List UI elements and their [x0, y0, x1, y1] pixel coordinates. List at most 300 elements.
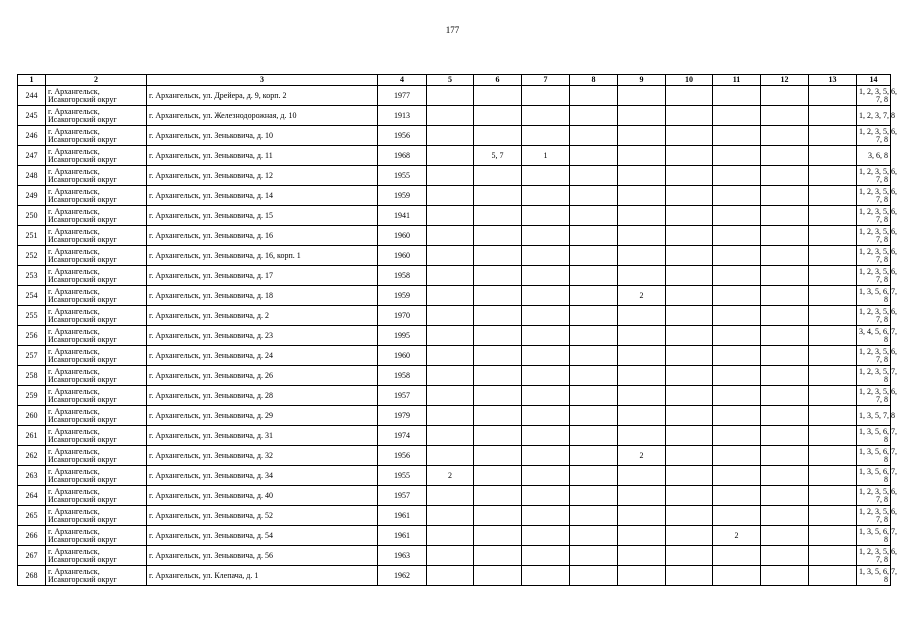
codes-cell-line: 1, 2, 3, 5, 6, — [859, 226, 897, 236]
codes-cell — [857, 206, 897, 226]
table-row — [18, 306, 891, 326]
cell-c5 — [427, 86, 474, 106]
cell-c9 — [618, 426, 666, 446]
cell-c12 — [761, 386, 809, 406]
codes-cell-line: 1, 2, 3, 5, 6, — [859, 126, 897, 136]
cell-c5 — [427, 326, 474, 346]
table-header-row — [18, 75, 891, 86]
cell-c8 — [570, 226, 618, 246]
locality-cell-line: Исакогорский округ — [48, 574, 117, 584]
cell-c9 — [618, 166, 666, 186]
cell-c8 — [570, 546, 618, 566]
codes-cell — [857, 366, 897, 386]
codes-cell-line: 7, 8 — [876, 254, 888, 264]
locality-cell-line: Исакогорский округ — [48, 234, 117, 244]
cell-c5 — [427, 166, 474, 186]
cell-c8 — [570, 326, 618, 346]
cell-c12 — [761, 206, 809, 226]
locality-cell — [46, 186, 147, 206]
year-cell: 1963 — [378, 546, 427, 566]
cell-c6 — [474, 506, 522, 526]
table-row — [18, 546, 891, 566]
codes-cell-line: 7, 8 — [876, 174, 888, 184]
cell-c9 — [618, 226, 666, 246]
codes-cell-line: 8 — [884, 454, 888, 464]
locality-cell — [46, 166, 147, 186]
cell-c11 — [713, 86, 761, 106]
codes-cell-line: 3, 6, 8 — [868, 150, 888, 160]
cell-c6 — [474, 466, 522, 486]
address-cell: г. Архангельск, ул. Дрейера, д. 9, корп. 2 — [147, 86, 378, 106]
cell-c7 — [522, 466, 570, 486]
table-row — [18, 166, 891, 186]
table-row — [18, 186, 891, 206]
cell-c10 — [666, 486, 713, 506]
cell-c13 — [809, 246, 857, 266]
locality-cell — [46, 266, 147, 286]
table-row — [18, 226, 891, 246]
cell-c6 — [474, 266, 522, 286]
codes-cell-line: 7, 8 — [876, 214, 888, 224]
cell-c11 — [713, 186, 761, 206]
table-row — [18, 406, 891, 426]
row-number: 247 — [18, 146, 46, 166]
cell-c8 — [570, 246, 618, 266]
locality-cell-line: г. Архангельск, — [48, 166, 100, 176]
cell-c8 — [570, 526, 618, 546]
codes-cell-line: 3, 4, 5, 6, 7, — [859, 326, 897, 336]
cell-c13 — [809, 166, 857, 186]
cell-c11 — [713, 286, 761, 306]
column-header-10: 10 — [666, 75, 713, 86]
codes-cell-line: 8 — [884, 474, 888, 484]
row-number: 252 — [18, 246, 46, 266]
codes-cell — [857, 306, 897, 326]
year-cell: 1959 — [378, 286, 427, 306]
cell-c8 — [570, 206, 618, 226]
cell-c7 — [522, 266, 570, 286]
cell-c7 — [522, 286, 570, 306]
cell-c12 — [761, 246, 809, 266]
cell-c5 — [427, 186, 474, 206]
cell-c12 — [761, 406, 809, 426]
cell-c10 — [666, 446, 713, 466]
cell-c7 — [522, 306, 570, 326]
table-row — [18, 446, 891, 466]
locality-cell-line: г. Архангельск, — [48, 326, 100, 336]
codes-cell — [857, 106, 895, 126]
locality-cell — [46, 206, 147, 226]
codes-cell — [857, 386, 897, 406]
cell-c7 — [522, 406, 570, 426]
locality-cell — [46, 526, 147, 546]
locality-cell-line: Исакогорский округ — [48, 274, 117, 284]
cell-c11 — [713, 146, 761, 166]
locality-cell-line: г. Архангельск, — [48, 126, 100, 136]
page-number: 177 — [445, 25, 460, 35]
year-cell: 1957 — [378, 386, 427, 406]
cell-c8 — [570, 486, 618, 506]
cell-c13 — [809, 206, 857, 226]
cell-c7 — [522, 206, 570, 226]
locality-cell-line: г. Архангельск, — [48, 86, 100, 96]
cell-c6 — [474, 366, 522, 386]
locality-cell-line: г. Архангельск, — [48, 366, 100, 376]
cell-c9 — [618, 266, 666, 286]
locality-cell-line: Исакогорский округ — [48, 154, 117, 164]
codes-cell-line: 1, 2, 3, 5, 6, — [859, 166, 897, 176]
cell-c6 — [474, 406, 522, 426]
cell-c11 — [713, 446, 761, 466]
codes-cell-line: 1, 2, 3, 5, 6, — [859, 86, 897, 96]
cell-c9 — [618, 486, 666, 506]
cell-c7 — [522, 326, 570, 346]
codes-cell-line: 8 — [884, 434, 888, 444]
locality-cell — [46, 466, 147, 486]
address-cell: г. Архангельск, ул. Зеньковича, д. 54 — [147, 526, 378, 546]
cell-c5 — [427, 286, 474, 306]
locality-cell-line: г. Архангельск, — [48, 106, 100, 116]
cell-c12 — [761, 226, 809, 246]
cell-c12 — [761, 86, 809, 106]
cell-c11 — [713, 486, 761, 506]
row-number: 253 — [18, 266, 46, 286]
cell-c8 — [570, 186, 618, 206]
cell-c11 — [713, 386, 761, 406]
locality-cell — [46, 246, 147, 266]
table-row — [18, 286, 891, 306]
locality-cell — [46, 346, 147, 366]
cell-c7 — [522, 386, 570, 406]
cell-c11 — [713, 246, 761, 266]
cell-c6 — [474, 226, 522, 246]
codes-cell-line: 8 — [884, 574, 888, 584]
locality-cell-line: г. Архангельск, — [48, 266, 100, 276]
table-row — [18, 86, 891, 106]
codes-cell-line: 1, 2, 3, 5, 6, — [859, 266, 897, 276]
cell-c6 — [474, 486, 522, 506]
locality-cell-line: Исакогорский округ — [48, 194, 117, 204]
cell-c6 — [474, 566, 522, 586]
row-number: 248 — [18, 166, 46, 186]
year-cell: 1955 — [378, 466, 427, 486]
cell-c12 — [761, 526, 809, 546]
row-number: 260 — [18, 406, 46, 426]
cell-c9 — [618, 106, 666, 126]
codes-cell — [857, 566, 897, 586]
cell-c10 — [666, 146, 713, 166]
cell-c13 — [809, 366, 857, 386]
locality-cell-line: Исакогорский округ — [48, 114, 117, 124]
column-header-2: 2 — [46, 75, 147, 86]
row-number: 257 — [18, 346, 46, 366]
address-cell: г. Архангельск, ул. Железнодорожная, д. 10 — [147, 106, 378, 126]
cell-c12 — [761, 106, 809, 126]
year-cell: 1958 — [378, 366, 427, 386]
cell-c10 — [666, 226, 713, 246]
row-number: 261 — [18, 426, 46, 446]
codes-cell — [857, 346, 897, 366]
cell-c11 — [713, 306, 761, 326]
locality-cell-line: г. Архангельск, — [48, 466, 100, 476]
cell-c10 — [666, 506, 713, 526]
cell-c7 — [522, 486, 570, 506]
locality-cell — [46, 286, 147, 306]
cell-c11 — [713, 226, 761, 246]
address-cell: г. Архангельск, ул. Зеньковича, д. 31 — [147, 426, 378, 446]
cell-c12 — [761, 146, 809, 166]
cell-c10 — [666, 346, 713, 366]
cell-c8 — [570, 306, 618, 326]
codes-cell — [857, 406, 895, 426]
cell-c9 — [618, 526, 666, 546]
cell-c10 — [666, 246, 713, 266]
cell-c10 — [666, 266, 713, 286]
locality-cell — [46, 106, 147, 126]
cell-c5 — [427, 406, 474, 426]
cell-c10 — [666, 126, 713, 146]
cell-c13 — [809, 146, 857, 166]
codes-cell-line: 7, 8 — [876, 514, 888, 524]
address-cell: г. Архангельск, ул. Клепача, д. 1 — [147, 566, 378, 586]
cell-c9 — [618, 86, 666, 106]
cell-c12 — [761, 366, 809, 386]
cell-c6 — [474, 546, 522, 566]
cell-c6: 5, 7 — [474, 146, 522, 166]
cell-c13 — [809, 346, 857, 366]
cell-c11 — [713, 406, 761, 426]
locality-cell-line: г. Архангельск, — [48, 406, 100, 416]
cell-c10 — [666, 526, 713, 546]
locality-cell-line: Исакогорский округ — [48, 214, 117, 224]
locality-cell-line: Исакогорский округ — [48, 134, 117, 144]
codes-cell-line: 7, 8 — [876, 94, 888, 104]
row-number: 265 — [18, 506, 46, 526]
year-cell: 1957 — [378, 486, 427, 506]
cell-c6 — [474, 346, 522, 366]
table-row — [18, 126, 891, 146]
column-header-13: 13 — [809, 75, 857, 86]
locality-cell — [46, 506, 147, 526]
codes-cell-line: 1, 3, 5, 6, 7, — [859, 466, 897, 476]
row-number: 250 — [18, 206, 46, 226]
locality-cell-line: Исакогорский округ — [48, 534, 117, 544]
cell-c10 — [666, 106, 713, 126]
column-header-1: 1 — [18, 75, 46, 86]
table-row — [18, 506, 891, 526]
address-cell: г. Архангельск, ул. Зеньковича, д. 17 — [147, 266, 378, 286]
codes-cell — [857, 286, 897, 306]
cell-c8 — [570, 86, 618, 106]
address-cell: г. Архангельск, ул. Зеньковича, д. 12 — [147, 166, 378, 186]
cell-c7 — [522, 166, 570, 186]
locality-cell-line: г. Архангельск, — [48, 526, 100, 536]
locality-cell-line: г. Архангельск, — [48, 346, 100, 356]
cell-c5 — [427, 246, 474, 266]
cell-c12 — [761, 326, 809, 346]
cell-c13 — [809, 226, 857, 246]
cell-c10 — [666, 386, 713, 406]
table-row — [18, 146, 891, 166]
cell-c5 — [427, 106, 474, 126]
row-number: 258 — [18, 366, 46, 386]
column-header-3: 3 — [147, 75, 378, 86]
year-cell: 1960 — [378, 346, 427, 366]
cell-c9 — [618, 306, 666, 326]
cell-c12 — [761, 126, 809, 146]
table-row — [18, 106, 891, 126]
cell-c9 — [618, 246, 666, 266]
locality-cell-line: г. Архангельск, — [48, 226, 100, 236]
cell-c6 — [474, 426, 522, 446]
cell-c11 — [713, 126, 761, 146]
cell-c7 — [522, 226, 570, 246]
codes-cell — [857, 86, 897, 106]
codes-cell — [857, 326, 897, 346]
address-cell: г. Архангельск, ул. Зеньковича, д. 34 — [147, 466, 378, 486]
year-cell: 1913 — [378, 106, 427, 126]
cell-c5: 2 — [427, 466, 474, 486]
locality-cell-line: Исакогорский округ — [48, 394, 117, 404]
year-cell: 1974 — [378, 426, 427, 446]
cell-c9 — [618, 326, 666, 346]
table-row — [18, 386, 891, 406]
codes-cell-line: 7, 8 — [876, 494, 888, 504]
address-cell: г. Архангельск, ул. Зеньковича, д. 10 — [147, 126, 378, 146]
cell-c10 — [666, 406, 713, 426]
row-number: 259 — [18, 386, 46, 406]
codes-cell-line: 1, 2, 3, 5, 6, — [859, 306, 897, 316]
address-cell: г. Архангельск, ул. Зеньковича, д. 11 — [147, 146, 378, 166]
cell-c6 — [474, 526, 522, 546]
locality-cell-line: г. Архангельск, — [48, 486, 100, 496]
row-number: 266 — [18, 526, 46, 546]
locality-cell-line: Исакогорский округ — [48, 474, 117, 484]
cell-c5 — [427, 306, 474, 326]
cell-c13 — [809, 326, 857, 346]
locality-cell-line: г. Архангельск, — [48, 426, 100, 436]
table-row — [18, 246, 891, 266]
cell-c12 — [761, 566, 809, 586]
address-cell: г. Архангельск, ул. Зеньковича, д. 18 — [147, 286, 378, 306]
cell-c5 — [427, 366, 474, 386]
address-cell: г. Архангельск, ул. Зеньковича, д. 26 — [147, 366, 378, 386]
codes-cell-line: 1, 3, 5, 6, 7, — [859, 286, 897, 296]
locality-cell — [46, 406, 147, 426]
row-number: 246 — [18, 126, 46, 146]
row-number: 264 — [18, 486, 46, 506]
cell-c13 — [809, 106, 857, 126]
locality-cell-line: Исакогорский округ — [48, 494, 117, 504]
codes-cell — [857, 166, 897, 186]
codes-cell-line: 7, 8 — [876, 394, 888, 404]
locality-cell-line: Исакогорский округ — [48, 334, 117, 344]
cell-c10 — [666, 566, 713, 586]
row-number: 268 — [18, 566, 46, 586]
locality-cell-line: г. Архангельск, — [48, 206, 100, 216]
locality-cell — [46, 446, 147, 466]
column-header-11: 11 — [713, 75, 761, 86]
cell-c12 — [761, 166, 809, 186]
table-row — [18, 566, 891, 586]
locality-cell-line: г. Архангельск, — [48, 566, 100, 576]
cell-c9 — [618, 566, 666, 586]
cell-c8 — [570, 166, 618, 186]
year-cell: 1977 — [378, 86, 427, 106]
cell-c13 — [809, 286, 857, 306]
locality-cell — [46, 86, 147, 106]
row-number: 262 — [18, 446, 46, 466]
locality-cell-line: Исакогорский округ — [48, 554, 117, 564]
codes-cell — [857, 266, 897, 286]
address-cell: г. Архангельск, ул. Зеньковича, д. 2 — [147, 306, 378, 326]
locality-cell-line: Исакогорский округ — [48, 254, 117, 264]
cell-c8 — [570, 566, 618, 586]
codes-cell-line: 1, 2, 3, 5, 6, — [859, 206, 897, 216]
cell-c12 — [761, 446, 809, 466]
cell-c10 — [666, 286, 713, 306]
cell-c13 — [809, 86, 857, 106]
year-cell: 1960 — [378, 246, 427, 266]
cell-c6 — [474, 246, 522, 266]
cell-c10 — [666, 426, 713, 446]
codes-cell-line: 7, 8 — [876, 554, 888, 564]
cell-c7: 1 — [522, 146, 570, 166]
cell-c12 — [761, 286, 809, 306]
cell-c5 — [427, 426, 474, 446]
codes-cell-line: 1, 3, 5, 6, 7, — [859, 526, 897, 536]
cell-c13 — [809, 486, 857, 506]
cell-c10 — [666, 206, 713, 226]
cell-c11 — [713, 366, 761, 386]
cell-c13 — [809, 566, 857, 586]
year-cell: 1970 — [378, 306, 427, 326]
row-number: 251 — [18, 226, 46, 246]
codes-cell — [857, 426, 897, 446]
cell-c7 — [522, 526, 570, 546]
locality-cell-line: Исакогорский округ — [48, 414, 117, 424]
cell-c7 — [522, 246, 570, 266]
address-cell: г. Архангельск, ул. Зеньковича, д. 24 — [147, 346, 378, 366]
cell-c13 — [809, 426, 857, 446]
cell-c6 — [474, 186, 522, 206]
table-row — [18, 326, 891, 346]
locality-cell — [46, 226, 147, 246]
column-header-8: 8 — [570, 75, 618, 86]
cell-c10 — [666, 86, 713, 106]
cell-c9 — [618, 386, 666, 406]
cell-c11 — [713, 466, 761, 486]
cell-c12 — [761, 266, 809, 286]
codes-cell-line: 8 — [884, 334, 888, 344]
table-row — [18, 466, 891, 486]
locality-cell-line: Исакогорский округ — [48, 294, 117, 304]
row-number: 255 — [18, 306, 46, 326]
address-cell: г. Архангельск, ул. Зеньковича, д. 52 — [147, 506, 378, 526]
table-row — [18, 266, 891, 286]
cell-c11 — [713, 266, 761, 286]
year-cell: 1979 — [378, 406, 427, 426]
cell-c6 — [474, 306, 522, 326]
row-number: 256 — [18, 326, 46, 346]
codes-cell-line: 8 — [884, 534, 888, 544]
cell-c8 — [570, 286, 618, 306]
cell-c7 — [522, 506, 570, 526]
cell-c7 — [522, 126, 570, 146]
codes-cell-line: 1, 3, 5, 6, 7, — [859, 446, 897, 456]
row-number: 245 — [18, 106, 46, 126]
locality-cell — [46, 486, 147, 506]
